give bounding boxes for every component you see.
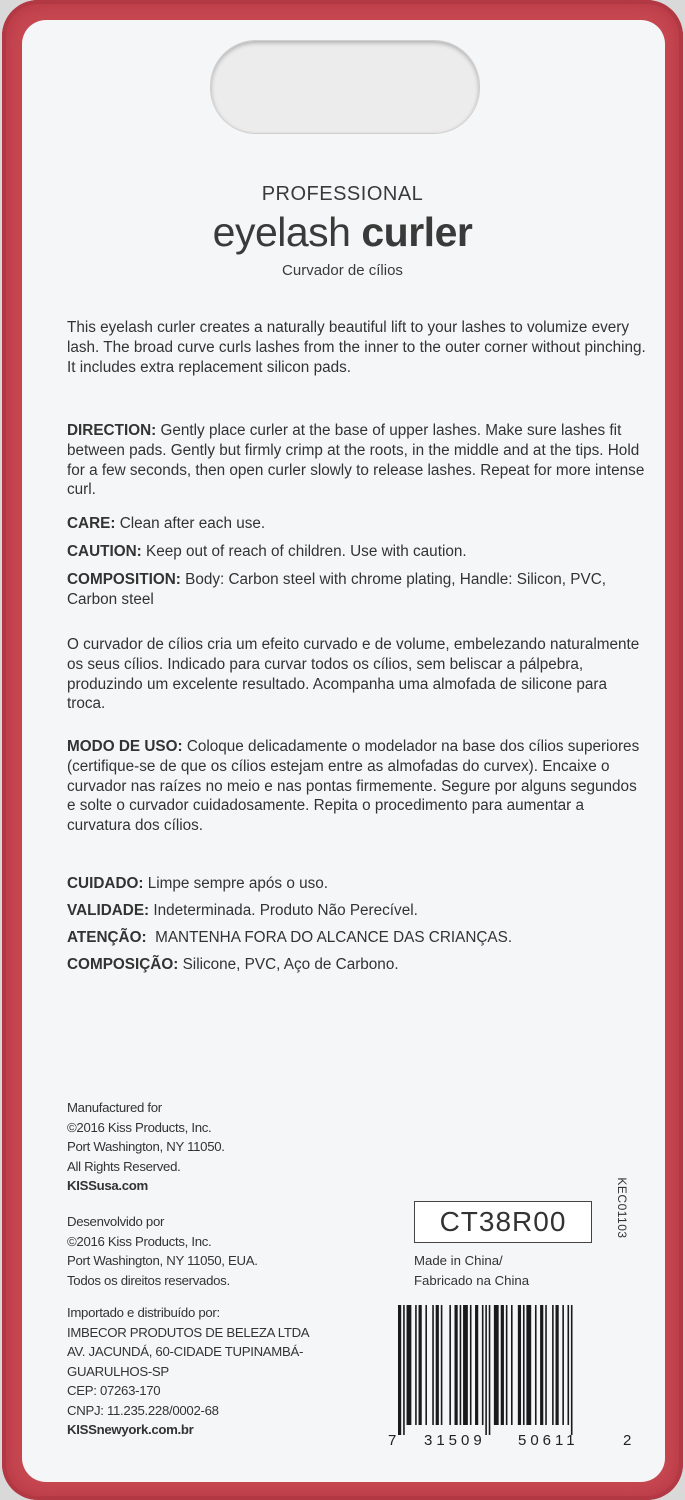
barcode-bar xyxy=(463,1305,468,1425)
barcode-bar xyxy=(441,1305,443,1425)
barcode-bar xyxy=(419,1305,422,1425)
validade-paragraph xyxy=(67,901,647,921)
barcode-bar xyxy=(518,1305,521,1425)
validade-label: VALIDADE: xyxy=(67,902,150,919)
kiss-usa-url: KISSusa.com xyxy=(67,1178,148,1193)
desenvolvido-line: ©2016 Kiss Products, Inc. xyxy=(67,1233,212,1249)
cuidado-label: CUIDADO: xyxy=(67,875,144,892)
barcode-bar xyxy=(475,1305,478,1425)
title-portuguese: Curvador de cílios xyxy=(282,262,403,279)
barcode-bar xyxy=(552,1305,554,1425)
title-curler: curler xyxy=(361,209,473,255)
importado-line: Importado e distribuído por: xyxy=(67,1305,220,1320)
atencao-label: ATENÇÃO: xyxy=(67,929,147,946)
barcode-bar xyxy=(494,1305,499,1425)
barcode-bar xyxy=(540,1305,543,1425)
barcode-bar xyxy=(454,1305,457,1425)
caution-paragraph xyxy=(67,542,647,562)
barcode-bar xyxy=(485,1305,487,1435)
cuidado-paragraph xyxy=(67,874,647,894)
modo-label: MODO DE USO: xyxy=(67,738,183,755)
barcode-digit-first: 7 xyxy=(388,1432,397,1449)
side-code xyxy=(612,1175,632,1247)
barcode-bar xyxy=(425,1305,427,1425)
direction-text: Gently place curler at the base of upper lashes. Make sure lashes fit between pads. Gently but firmly crimp at the roots, in the middle and at the tips. Hold for a few seconds, then open curler slowly to release lashes. Repeat for more intense curl. xyxy=(67,422,645,499)
desenvolvido-line: Port Washington, NY 11050, EUA. xyxy=(67,1253,258,1268)
barcode-bar xyxy=(436,1305,439,1425)
barcode-bar xyxy=(449,1305,451,1425)
origin-line: Made in China/ xyxy=(414,1253,503,1268)
importado-line: IMBECOR PRODUTOS DE BELEZA LTDA xyxy=(67,1324,310,1340)
barcode-bar xyxy=(511,1305,513,1425)
care-paragraph xyxy=(67,514,647,534)
importado-line: CNPJ: 11.235.228/0002-68 xyxy=(67,1402,219,1418)
barcode-bar xyxy=(407,1305,412,1425)
direction-label: DIRECTION: xyxy=(67,422,157,439)
barcode-bar xyxy=(432,1305,434,1425)
importado-line: AV. JACUNDÁ, 60-CIDADE TUPINAMBÁ- xyxy=(67,1344,304,1359)
barcode-bar xyxy=(556,1305,559,1425)
barcode-bar xyxy=(501,1305,504,1425)
barcode-bar xyxy=(571,1305,573,1435)
barcode-bar xyxy=(545,1305,547,1425)
manufacturer-line: Port Washington, NY 11050. xyxy=(67,1139,225,1154)
composition-paragraph xyxy=(67,570,647,610)
title-professional: PROFESSIONAL xyxy=(261,183,424,205)
barcode-bar xyxy=(489,1305,491,1435)
english-intro: This eyelash curler creates a naturally beautiful lift to your lashes to volumize every lash. The broad curve curls lashes from the inner to the outer corner without pinching. It includes extra replacement silicon pads. xyxy=(67,319,646,376)
care-text: Clean after each use. xyxy=(115,515,266,532)
barcode-bar xyxy=(567,1305,569,1425)
atencao-paragraph xyxy=(67,928,647,948)
barcode-digit-last: 2 xyxy=(623,1432,632,1449)
barcode-group-1: 31509 xyxy=(424,1432,486,1449)
modo-de-uso-paragraph xyxy=(67,737,647,836)
barcode-bar xyxy=(403,1305,405,1435)
barcode-bar xyxy=(526,1305,531,1425)
barcode-bar xyxy=(562,1305,564,1425)
side-code-text: KEC01103 xyxy=(615,1177,629,1239)
importado-line: CEP: 07263-170 xyxy=(67,1383,161,1398)
barcode xyxy=(380,1305,635,1453)
barcode-bar xyxy=(415,1305,417,1425)
composition-text: Body: Carbon steel with chrome plating, Handle: Silicon, PVC, Carbon steel xyxy=(67,571,607,608)
modo-text: Coloque delicadamente o modelador na base dos cílios superiores (certifique-se de que os cílios estejam entre as almofadas do curvex). Encaixe o curvador nas raízes no meio e nas pontas firmemente. Segure por alguns segundos e solte o curvador cuidadosamente. Repita o procedimento para aumentar a curvatura dos cílios. xyxy=(67,738,640,835)
product-code: CT38R00 xyxy=(414,1201,592,1243)
manufacturer-block xyxy=(67,1098,367,1196)
barcode-group-2: 50611 xyxy=(518,1432,579,1449)
desenvolvido-line: Desenvolvido por xyxy=(67,1214,165,1229)
cuidado-text: Limpe sempre após o uso. xyxy=(143,875,328,892)
manufacturer-line: Manufactured for xyxy=(67,1100,162,1115)
importado-line: GUARULHOS-SP xyxy=(67,1363,169,1379)
atencao-text: MANTENHA FORA DO ALCANCE DAS CRIANÇAS. xyxy=(146,929,513,946)
title-eyelash: eyelash xyxy=(212,209,362,255)
composicao-text: Silicone, PVC, Aço de Carbono. xyxy=(178,956,399,973)
direction-paragraph xyxy=(67,421,647,500)
barcode-bar xyxy=(482,1305,484,1425)
desenvolvido-line: Todos os direitos reservados. xyxy=(67,1272,230,1288)
caution-text: Keep out of reach of children. Use with caution. xyxy=(141,543,467,560)
kiss-brazil-url: KISSnewyork.com.br xyxy=(67,1422,194,1437)
barcode-bar xyxy=(535,1305,537,1425)
barcode-bar xyxy=(460,1305,462,1425)
importado-block xyxy=(67,1303,367,1440)
title-product xyxy=(0,208,685,256)
origin-block xyxy=(414,1251,529,1290)
composicao-paragraph xyxy=(67,955,647,975)
barcode-bar xyxy=(470,1305,472,1425)
caution-label: CAUTION: xyxy=(67,543,142,560)
composition-label: COMPOSITION: xyxy=(67,571,181,588)
barcode-bars xyxy=(380,1305,635,1435)
care-label: CARE: xyxy=(67,515,116,532)
barcode-bar xyxy=(398,1305,401,1435)
validade-text: Indeterminada. Produto Não Perecível. xyxy=(149,902,418,919)
barcode-bar xyxy=(506,1305,508,1425)
hang-hole xyxy=(210,40,480,134)
portuguese-intro: O curvador de cílios cria um efeito curvado e de volume, embelezando naturalmente os seus cílios. Indicado para curvar todos os cílios, sem beliscar a pálpebra, produzindo um excelente resultado. Acompanha uma almofada de silicone para troca. xyxy=(67,636,640,713)
origin-line: Fabricado na China xyxy=(414,1272,530,1288)
composicao-label: COMPOSIÇÃO: xyxy=(67,956,179,973)
barcode-bar xyxy=(523,1305,525,1425)
manufacturer-line: ©2016 Kiss Products, Inc. xyxy=(67,1119,212,1135)
desenvolvido-block xyxy=(67,1212,367,1290)
manufacturer-line: All Rights Reserved. xyxy=(67,1158,181,1174)
